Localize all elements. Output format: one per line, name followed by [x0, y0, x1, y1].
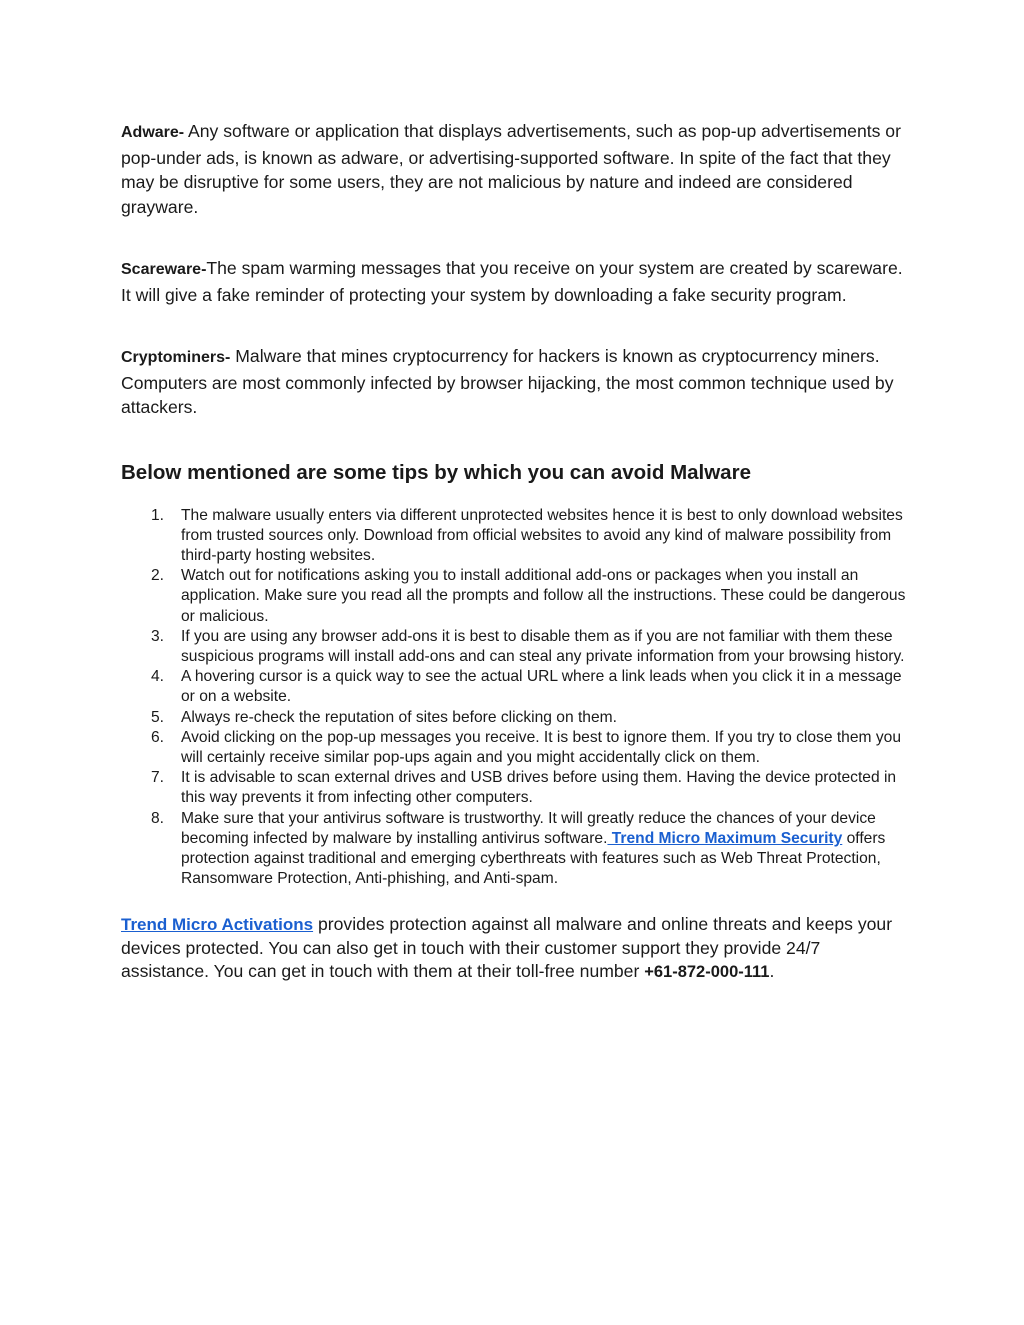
tip-text: Always re-check the reputation of sites before clicking on them. [181, 708, 617, 726]
tip-item [121, 506, 911, 567]
tip-text: The malware usually enters via different unprotected websites hence it is best to only download websites from trusted sources only. Download from official websites to avoid any kind of malware possibility from third-party hosting websites. [181, 506, 903, 564]
tip-text: Avoid clicking on the pop-up messages you receive. It is best to ignore them. If you try to close them you will certainly receive similar pop-ups again and you might accidentally click on them. [181, 728, 901, 766]
tip-number: 3. [151, 627, 165, 645]
adware-paragraph [121, 119, 911, 219]
tip-text-after-link: offers protection against traditional and emerging cyberthreats with features such as Web Threat Protection, Ransomware Protection, Anti-phishing, and Anti-spam. [181, 829, 886, 888]
tip-number: 5. [151, 708, 165, 726]
tip-number: 4. [151, 668, 165, 686]
closing-paragraph [121, 913, 911, 983]
cryptominers-text: Malware that mines cryptocurrency for hackers is known as cryptocurrency miners. Computers are most commonly infected by browser hijacking, the most common technique used by attackers. [121, 346, 894, 417]
tip-item [121, 566, 911, 627]
closing-period: . [769, 960, 775, 981]
scareware-paragraph [121, 256, 911, 307]
tip-text: Make sure that your antivirus software is trustworthy. It will greatly reduce the chances of your device becoming infected by malware by installing antivirus software. [181, 809, 876, 847]
trend-micro-maximum-security-link[interactable]: Trend Micro Maximum Security [607, 829, 843, 847]
closing-text: provides protection against all malware and online threats and keeps your devices protected. You can also get in touch with their customer support they provide 24/7 assistance. You can get in touch with them at their toll-free number [121, 914, 893, 981]
tip-number: 7. [151, 769, 165, 787]
tip-item [121, 728, 911, 768]
tip-item [121, 667, 911, 707]
tips-heading: Below mentioned are some tips by which you can avoid Malware [121, 460, 751, 484]
tips-list [121, 506, 911, 890]
adware-text: Any software or application that displays advertisements, such as pop-up advertisements or pop-under ads, is known as adware, or advertising-supported software. In spite of the fact that they may be disruptive for some users, they are not malicious by nature and indeed are considered grayware. [121, 121, 901, 217]
tip-number: 1. [151, 506, 165, 524]
tip-number: 8. [151, 809, 165, 827]
trend-micro-activations-link[interactable]: Trend Micro Activations [121, 915, 314, 935]
scareware-term: Scareware- [121, 261, 207, 278]
tip-number: 6. [151, 728, 165, 746]
cryptominers-term: Cryptominers- [121, 349, 231, 366]
scareware-text: The spam warming messages that you receive on your system are created by scareware. It will give a fake reminder of protecting your system by downloading a fake security program. [121, 258, 903, 305]
cryptominers-paragraph [121, 344, 911, 420]
tip-text: Watch out for notifications asking you to install additional add-ons or packages when you install an application. Make sure you read all the prompts and follow all the instructions. These could be dangerous or malicious. [181, 567, 906, 625]
tip-number: 2. [151, 567, 165, 585]
document-page [121, 119, 911, 983]
toll-free-number: +61-872-000-111 [644, 962, 770, 981]
tip-text: A hovering cursor is a quick way to see the actual URL where a link leads when you click it in a message or on a website. [181, 668, 902, 706]
tip-item [121, 627, 911, 667]
tip-text: If you are using any browser add-ons it is best to disable them as if you are not familiar with them these suspicious programs will install add-ons and can steal any private information from your browsing history. [181, 627, 905, 665]
tip-item [121, 708, 911, 728]
tip-text: It is advisable to scan external drives and USB drives before using them. Having the device protected in this way prevents it from infecting other computers. [181, 769, 897, 807]
tip-item [121, 768, 911, 808]
tip-item [121, 809, 911, 890]
adware-term: Adware- [121, 124, 185, 141]
